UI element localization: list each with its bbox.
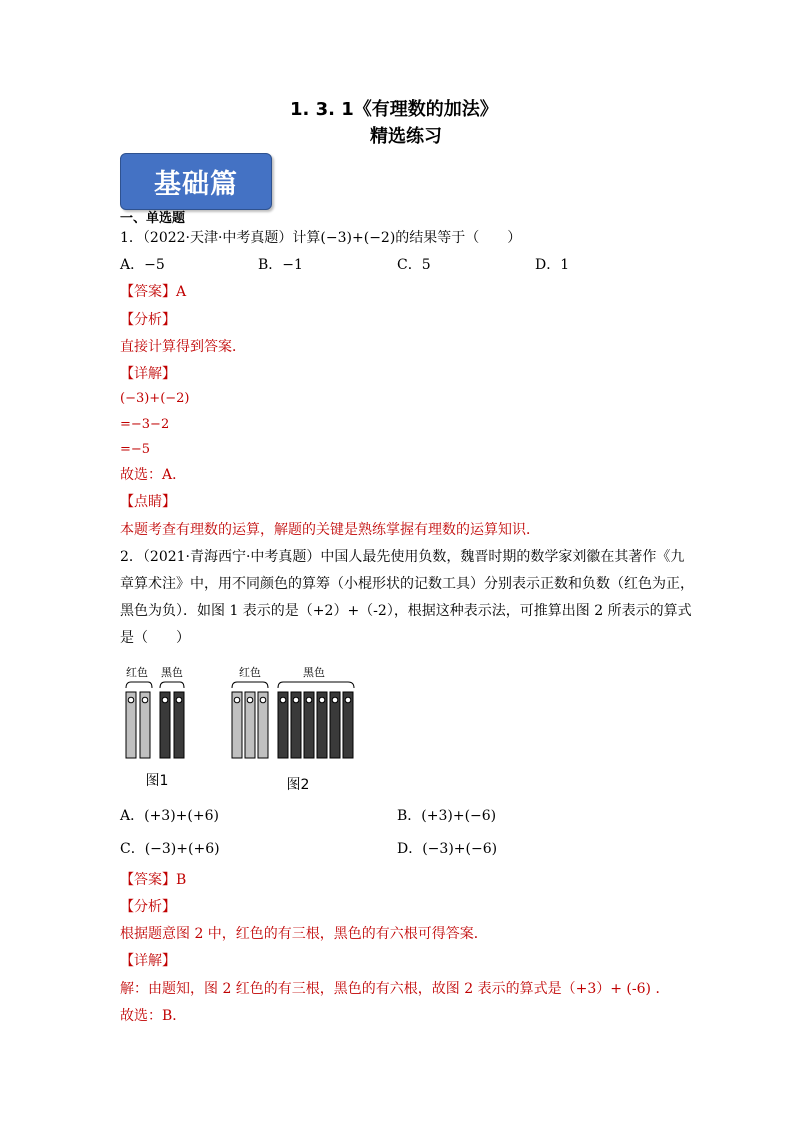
q2-stem-line: 章算术注》中，用不同颜色的算筹（小棍形状的记数工具）分别表示正数和负数（红色为正，: [120, 576, 694, 592]
fig2-black-label: 黑色: [303, 666, 325, 679]
rod-hole: [260, 697, 266, 703]
q1-answer: 【答案】A: [120, 284, 187, 300]
rod-hole: [234, 697, 240, 703]
q1-option-a: A．−5: [120, 257, 165, 273]
q1-analysis-label: 【分析】: [120, 312, 176, 328]
fig2-caption: 图2: [286, 777, 310, 793]
q1-option-c: C．5: [397, 257, 431, 273]
q2-option-a: A．(+3)+(+6): [120, 808, 219, 824]
rod-hole: [306, 697, 312, 703]
q2-analysis-label: 【分析】: [120, 899, 176, 915]
fig2-red-label: 红色: [239, 666, 261, 679]
rod-hole: [162, 697, 168, 703]
q2-detail-label: 【详解】: [120, 953, 176, 969]
q1-detail-label: 【详解】: [120, 366, 176, 382]
rod-hole: [142, 697, 148, 703]
rod-hole: [345, 697, 351, 703]
fig2-red-brace: [232, 682, 268, 688]
q1-detail-line: =−3−2: [120, 417, 170, 432]
rod-hole: [280, 697, 286, 703]
q1-comment: 本题考查有理数的运算，解题的关键是熟练掌握有理数的运算知识．: [120, 522, 540, 538]
rod-hole: [293, 697, 299, 703]
fig1-black-brace: [160, 682, 184, 688]
q1-option-d: D．1: [535, 257, 570, 273]
fig1-black-label: 黑色: [161, 666, 183, 679]
q1-stem: 1．（2022·天津·中考真题）计算(−3)+(−2)的结果等于（ ）: [120, 230, 522, 246]
q2-answer: 【答案】B: [120, 872, 187, 888]
page-subtitle: 精选练习: [370, 126, 442, 147]
section-title: 一、单选题: [120, 211, 186, 226]
fig1-caption: 图1: [145, 773, 169, 789]
rod-hole: [332, 697, 338, 703]
q2-detail: 解：由题知，图 2 红色的有三根，黑色的有六根，故图 2 表示的算式是（+3）+ (-6) ．: [120, 981, 670, 997]
q1-option-b: B．−1: [258, 257, 303, 273]
q1-comment-label: 【点睛】: [120, 494, 176, 510]
q2-option-b: B．(+3)+(−6): [397, 808, 497, 824]
q2-stem-line: 黑色为负）．如图 1 表示的是（+2）+（-2），根据这种表示法，可推算出图 2 所表示的算式: [120, 603, 692, 619]
rod-hole: [128, 697, 134, 703]
fig1-red-label: 红色: [126, 666, 148, 679]
q1-detail-line: (−3)+(−2): [120, 391, 190, 406]
q2-stem-line: 是（ ）: [120, 630, 190, 646]
page-title: 1. 3. 1《有理数的加法》: [290, 99, 498, 120]
q2-stem-line: 2．（2021·青海西宁·中考真题）中国人最先使用负数，魏晋时期的数学家刘徽在其著作《九: [120, 549, 685, 565]
rod-hole: [247, 697, 253, 703]
q2-choice: 故选：B．: [120, 1008, 187, 1024]
q2-option-d: D．(−3)+(−6): [397, 841, 498, 857]
q1-choice: 故选：A．: [120, 467, 187, 483]
fig2-black-brace: [278, 682, 354, 688]
level-badge: 基础篇: [120, 153, 272, 210]
q2-option-c: C．(−3)+(+6): [120, 841, 220, 857]
fig1-red-brace: [126, 682, 152, 688]
q2-analysis: 根据题意图 2 中，红色的有三根，黑色的有六根可得答案．: [120, 926, 488, 942]
q1-analysis: 直接计算得到答案．: [120, 339, 246, 355]
rod-hole: [176, 697, 182, 703]
q1-detail-line: =−5: [120, 442, 151, 457]
rod-hole: [319, 697, 325, 703]
